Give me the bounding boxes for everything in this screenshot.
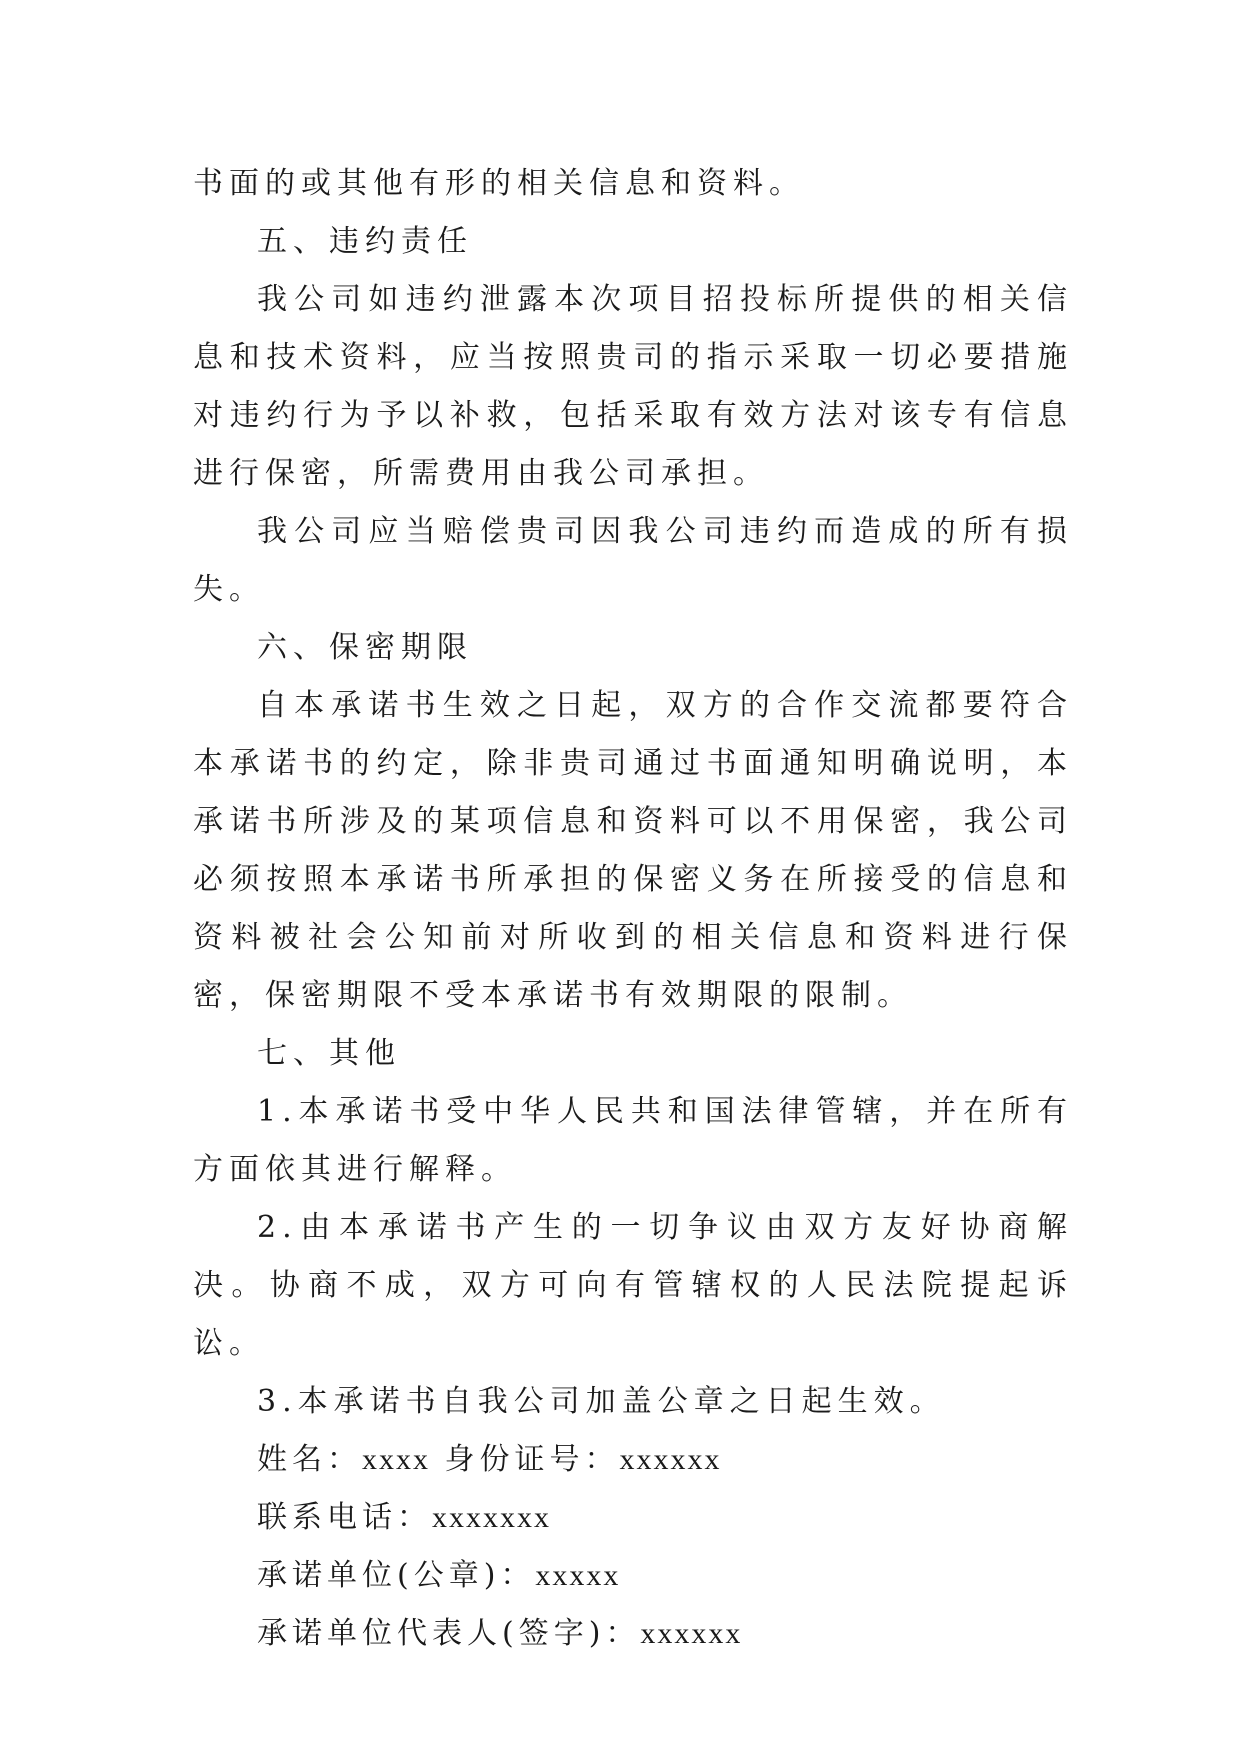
section-6-paragraph-1: 自本承诺书生效之日起，双方的合作交流都要符合本承诺书的约定，除非贵司通过书面通知明确说明，本承诺书所涉及的某项信息和资料可以不用保密，我公司必须按照本承诺书所承担的保密义务在所接受的信息和资料被社会公知前对所收到的相关信息和资料进行保密，保密期限不受本承诺书有效期限的限制。 xyxy=(193,688,1073,1013)
id-label: 身份证号： xyxy=(444,1442,620,1477)
section-heading-7: 七、其他 xyxy=(257,1036,401,1071)
rep-label: 承诺单位代表人(签字)： xyxy=(257,1616,641,1651)
id-value: xxxxxx xyxy=(619,1443,722,1476)
representative-field xyxy=(193,1605,1073,1663)
section-5-paragraph-2: 我公司应当赔偿贵司因我公司违约而造成的所有损失。 xyxy=(193,514,1073,607)
phone-field xyxy=(193,1489,1073,1547)
rep-value: xxxxxx xyxy=(640,1617,743,1650)
phone-value: xxxxxxx xyxy=(432,1501,551,1534)
unit-value: xxxxx xyxy=(535,1559,621,1592)
section-heading-5: 五、违约责任 xyxy=(257,224,473,259)
section-7-item-3: 3.本承诺书自我公司加盖公章之日起生效。 xyxy=(257,1384,946,1419)
section-5-paragraph-1: 我公司如违约泄露本次项目招投标所提供的相关信息和技术资料，应当按照贵司的指示采取一切必要措施对违约行为予以补救，包括采取有效方法对该专有信息进行保密，所需费用由我公司承担。 xyxy=(193,282,1073,491)
name-label: 姓名： xyxy=(257,1442,362,1477)
section-heading-6: 六、保密期限 xyxy=(257,630,473,665)
unit-label: 承诺单位(公章)： xyxy=(257,1558,536,1593)
paragraph-continued: 书面的或其他有形的相关信息和资料。 xyxy=(193,166,805,201)
section-7-item-1: 1.本承诺书受中华人民共和国法律管辖，并在所有方面依其进行解释。 xyxy=(193,1094,1073,1187)
section-7-item-2: 2.由本承诺书产生的一切争议由双方友好协商解决。协商不成，双方可向有管辖权的人民法院提起诉讼。 xyxy=(193,1210,1073,1361)
document-body xyxy=(193,155,1073,1663)
name-value: xxxx xyxy=(362,1443,430,1476)
unit-seal-field xyxy=(193,1547,1073,1605)
name-id-field xyxy=(193,1431,1073,1489)
phone-label: 联系电话： xyxy=(257,1500,432,1535)
